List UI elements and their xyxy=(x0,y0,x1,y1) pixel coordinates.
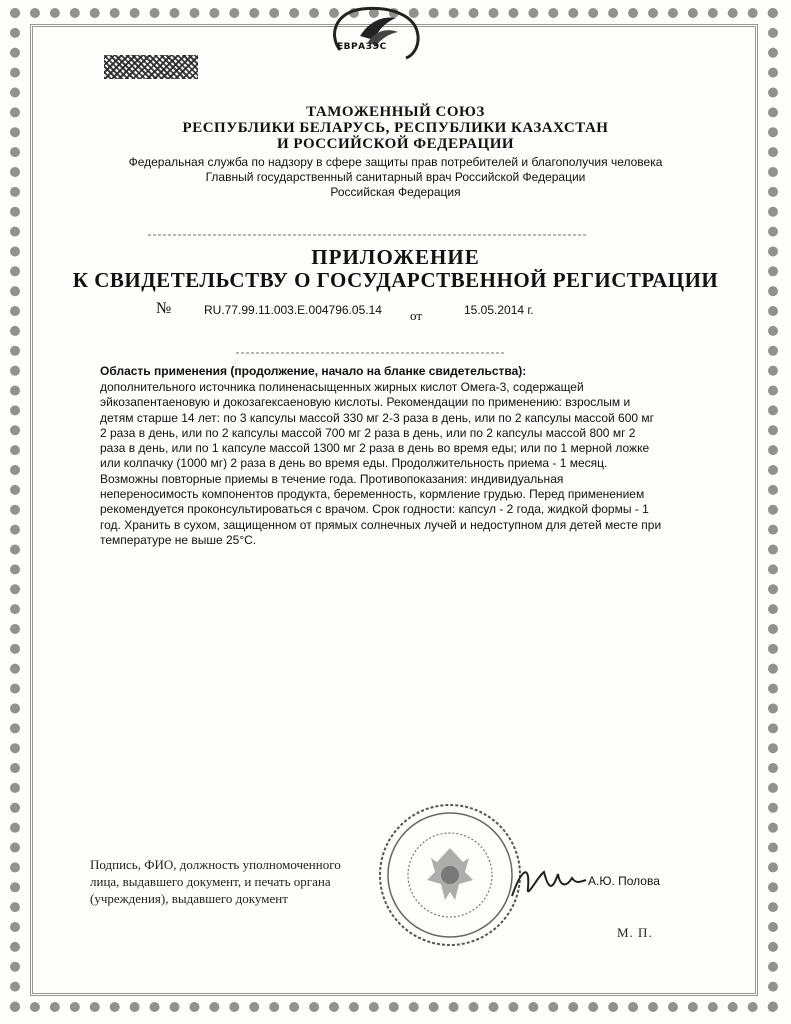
signature-caption xyxy=(90,856,410,907)
registration-from-label: от xyxy=(410,308,423,323)
registration-number-label: № xyxy=(156,300,172,317)
service-name: Федеральная служба по надзору в сфере защиты прав потребителей и благополучия человека xyxy=(128,155,663,169)
signature-caption-line: лица, выдавшего документ, и печать органа xyxy=(90,874,331,889)
document-subtitle: К СВИДЕТЕЛЬСТВУ О ГОСУДАРСТВЕННОЙ РЕГИСТРАЦИИ xyxy=(72,268,719,292)
area-of-use-label: Область применения (продолжение, начало на бланке свидетельства): xyxy=(100,364,527,378)
area-of-use-text: дополнительного источника полиненасыщенных жирных кислот Омега-3, содержащей эйкозапентаеновую и докозагексаеновую кислоты. Рекомендации по применению: взрослым и детям старше 14 лет: по 3 капсулы массой 330 мг 2-3 раза в день, или по 2 капсулы массой 600 мг 2 раза в день, или по 2 капсулы массой 700 мг 2 раза в день, или по 2 капсулы массой 800 мг 2 раза в день, или по 1 капсуле массой 1300 мг 2 раза в день во время еды; или по 1 мерной ложке или колпачку (1000 мг) 2 раза в день во время еды. Продолжительность приема - 1 месяц. Возможны повторные приемы в течение года. Противопоказания: индивидуальная непереносимость компонентов продукта, беременность, кормление грудью. Перед применением рекомендуется проконсультироваться с врачом. Срок годности: капсул - 2 года, жидкой формы - 1 год. Хранить в сухом, защищенном от прямых солнечных лучей и недоступном для детей месте при температуре не выше 25°С. xyxy=(100,380,662,547)
document-title: ПРИЛОЖЕНИЕ xyxy=(311,245,480,269)
republics-heading: РЕСПУБЛИКИ БЕЛАРУСЬ, РЕСПУБЛИКИ КАЗАХСТАН xyxy=(182,120,609,136)
eurasec-logo-icon xyxy=(326,6,426,64)
divider-line xyxy=(148,234,588,236)
signature-caption-line: Подпись, ФИО, должность уполномоченного xyxy=(90,857,341,872)
handwritten-signature-icon xyxy=(508,858,588,904)
registration-date: 15.05.2014 г. xyxy=(464,303,534,317)
russia-heading: И РОССИЙСКОЙ ФЕДЕРАЦИИ xyxy=(276,136,515,152)
official-seal-icon xyxy=(375,800,525,950)
seal-place-label: М. П. xyxy=(617,925,653,940)
union-heading: ТАМОЖЕННЫЙ СОЮЗ xyxy=(306,104,485,120)
signature-caption-line: (учреждения), выдавшего документ xyxy=(90,891,288,906)
divider-line xyxy=(236,352,506,354)
federation-name: Российская Федерация xyxy=(330,185,461,199)
signer-name: А.Ю. Полова xyxy=(588,874,660,888)
serial-pattern xyxy=(104,55,198,79)
chief-doctor: Главный государственный санитарный врач Российской Федерации xyxy=(205,170,586,184)
logo-text: ЕВРАЗЭС xyxy=(337,42,387,52)
registration-number: RU.77.99.11.003.E.004796.05.14 xyxy=(204,303,382,317)
